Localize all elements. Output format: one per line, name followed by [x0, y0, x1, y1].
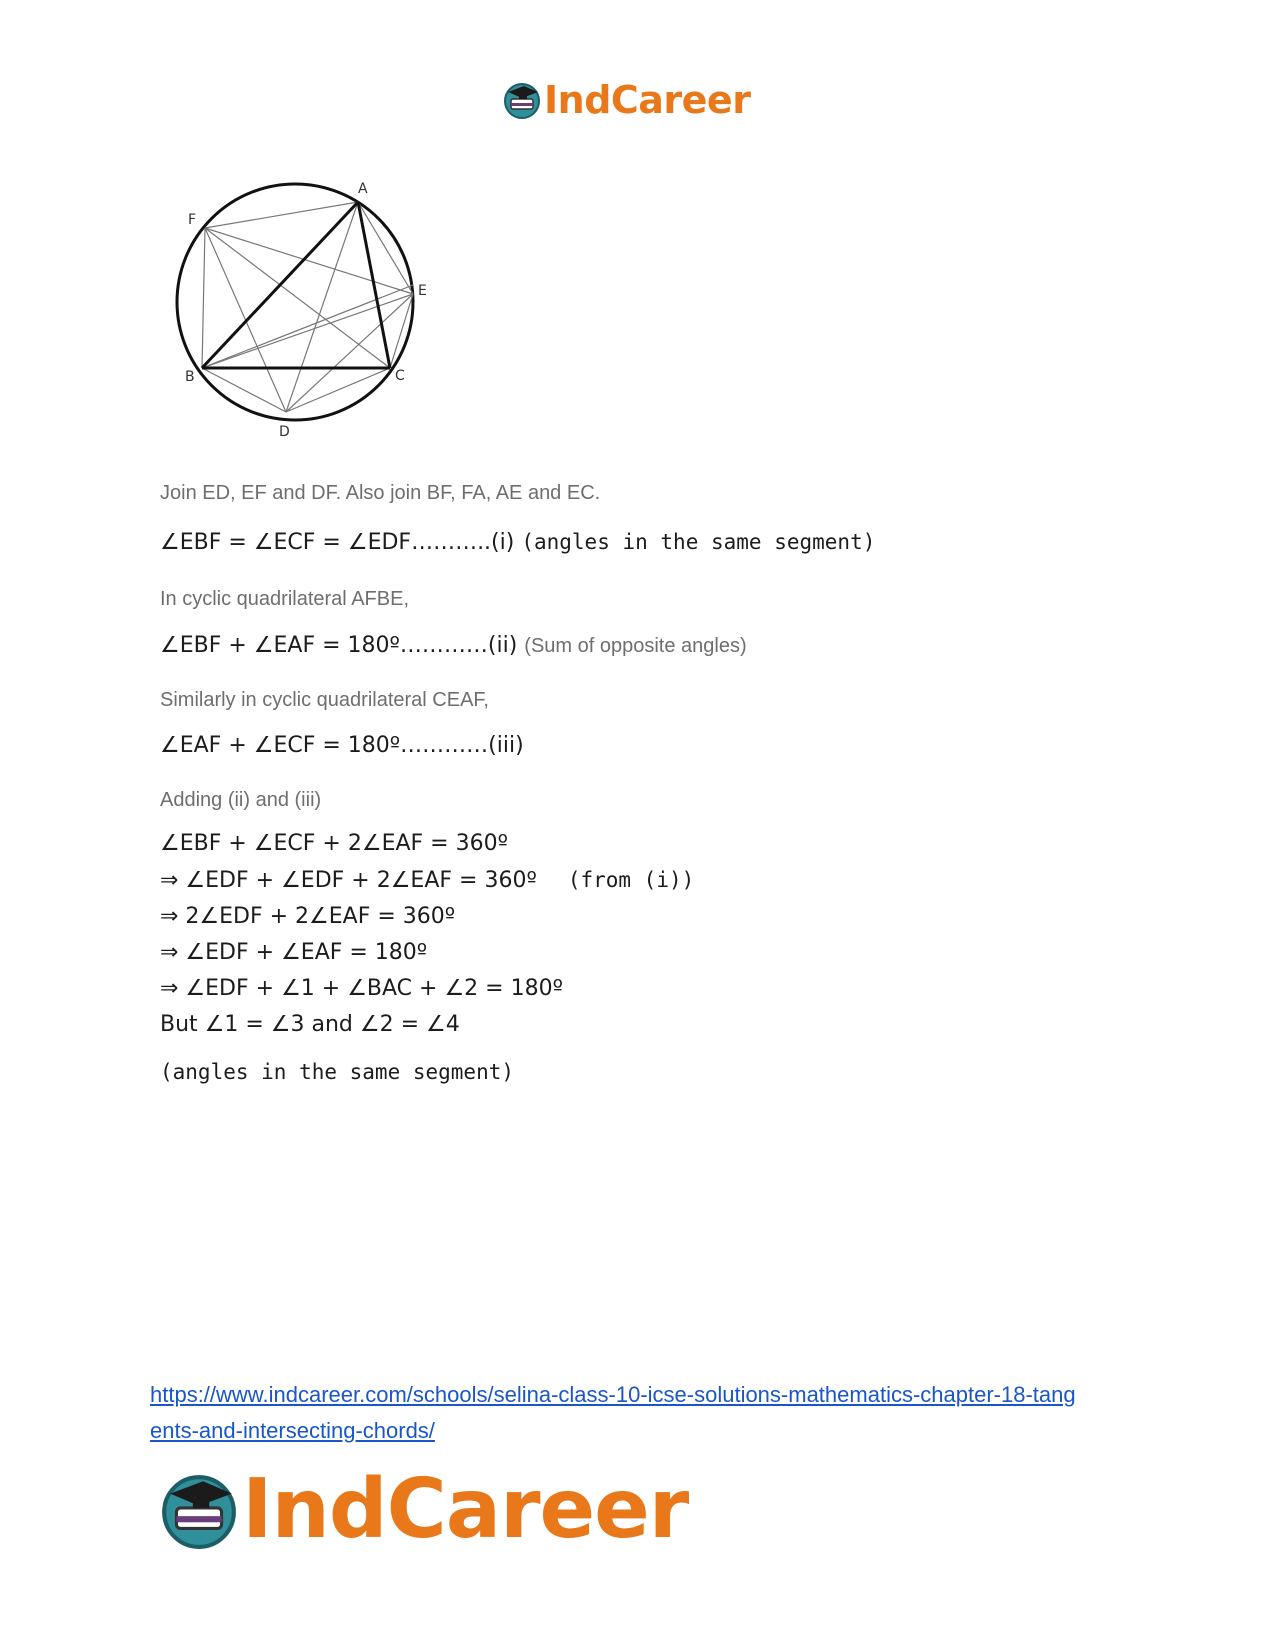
- derivation-step: ⇒ ∠EDF + ∠1 + ∠BAC + ∠2 = 180º: [160, 976, 563, 1001]
- equation-1: [160, 530, 875, 555]
- derivation-step: ∠EBF + ∠ECF + 2∠EAF = 360º: [160, 831, 508, 856]
- closing-note-text: (angles in the same segment): [160, 1060, 515, 1084]
- quadrilateral-ceaf-text: Similarly in cyclic quadrilateral CEAF,: [160, 689, 489, 711]
- logo-text: IndCareer: [544, 78, 751, 122]
- equation-3: [160, 733, 524, 758]
- derivation-step-text: ⇒ ∠EDF + ∠EDF + 2∠EAF = 360º: [160, 868, 537, 893]
- closing-note: [160, 1060, 514, 1085]
- derivation-step: [160, 862, 694, 899]
- graduation-cap-icon: [502, 80, 542, 120]
- header-logo: [502, 78, 750, 122]
- derivation-step: But ∠1 = ∠3 and ∠2 = ∠4: [160, 1012, 460, 1037]
- equation-2-text: ∠EBF + ∠EAF = 180º…………(ii): [160, 633, 518, 658]
- equation-3-text: ∠EAF + ∠ECF = 180º…………(iii): [160, 733, 524, 758]
- derivation-step: ⇒ 2∠EDF + 2∠EAF = 360º: [160, 904, 456, 929]
- graduation-cap-icon: [158, 1469, 240, 1551]
- footer-logo: [158, 1462, 688, 1557]
- equation-2-note: (Sum of opposite angles): [524, 635, 747, 657]
- point-label-a: A: [358, 181, 368, 197]
- source-link-block: [150, 1377, 1150, 1449]
- quadrilateral-afbe-text: In cyclic quadrilateral AFBE,: [160, 588, 409, 610]
- point-label-e: E: [418, 283, 427, 299]
- circle-diagram: [170, 180, 450, 445]
- point-label-c: C: [395, 368, 405, 384]
- equation-1-text: ∠EBF = ∠ECF = ∠EDF………..(i): [160, 530, 515, 555]
- equation-2: [160, 633, 747, 658]
- logo-text: IndCareer: [242, 1462, 689, 1557]
- derivation-steps: [160, 826, 694, 1043]
- equation-1-note: (angles in the same segment): [521, 530, 876, 554]
- instruction-text: Join ED, EF and DF. Also join BF, FA, AE and EC.: [160, 482, 601, 504]
- derivation-step: ⇒ ∠EDF + ∠EAF = 180º: [160, 940, 428, 965]
- point-label-d: D: [279, 424, 290, 440]
- source-link-line-1[interactable]: https://www.indcareer.com/schools/selina-class-10-icse-solutions-mathematics-chapter-18-tang: [150, 1382, 1076, 1407]
- adding-text: Adding (ii) and (iii): [160, 789, 322, 811]
- point-label-b: B: [185, 369, 195, 385]
- source-link-line-2[interactable]: ents-and-intersecting-chords/: [150, 1418, 435, 1443]
- point-label-f: F: [188, 212, 197, 228]
- from-i-note: (from (i)): [567, 868, 695, 892]
